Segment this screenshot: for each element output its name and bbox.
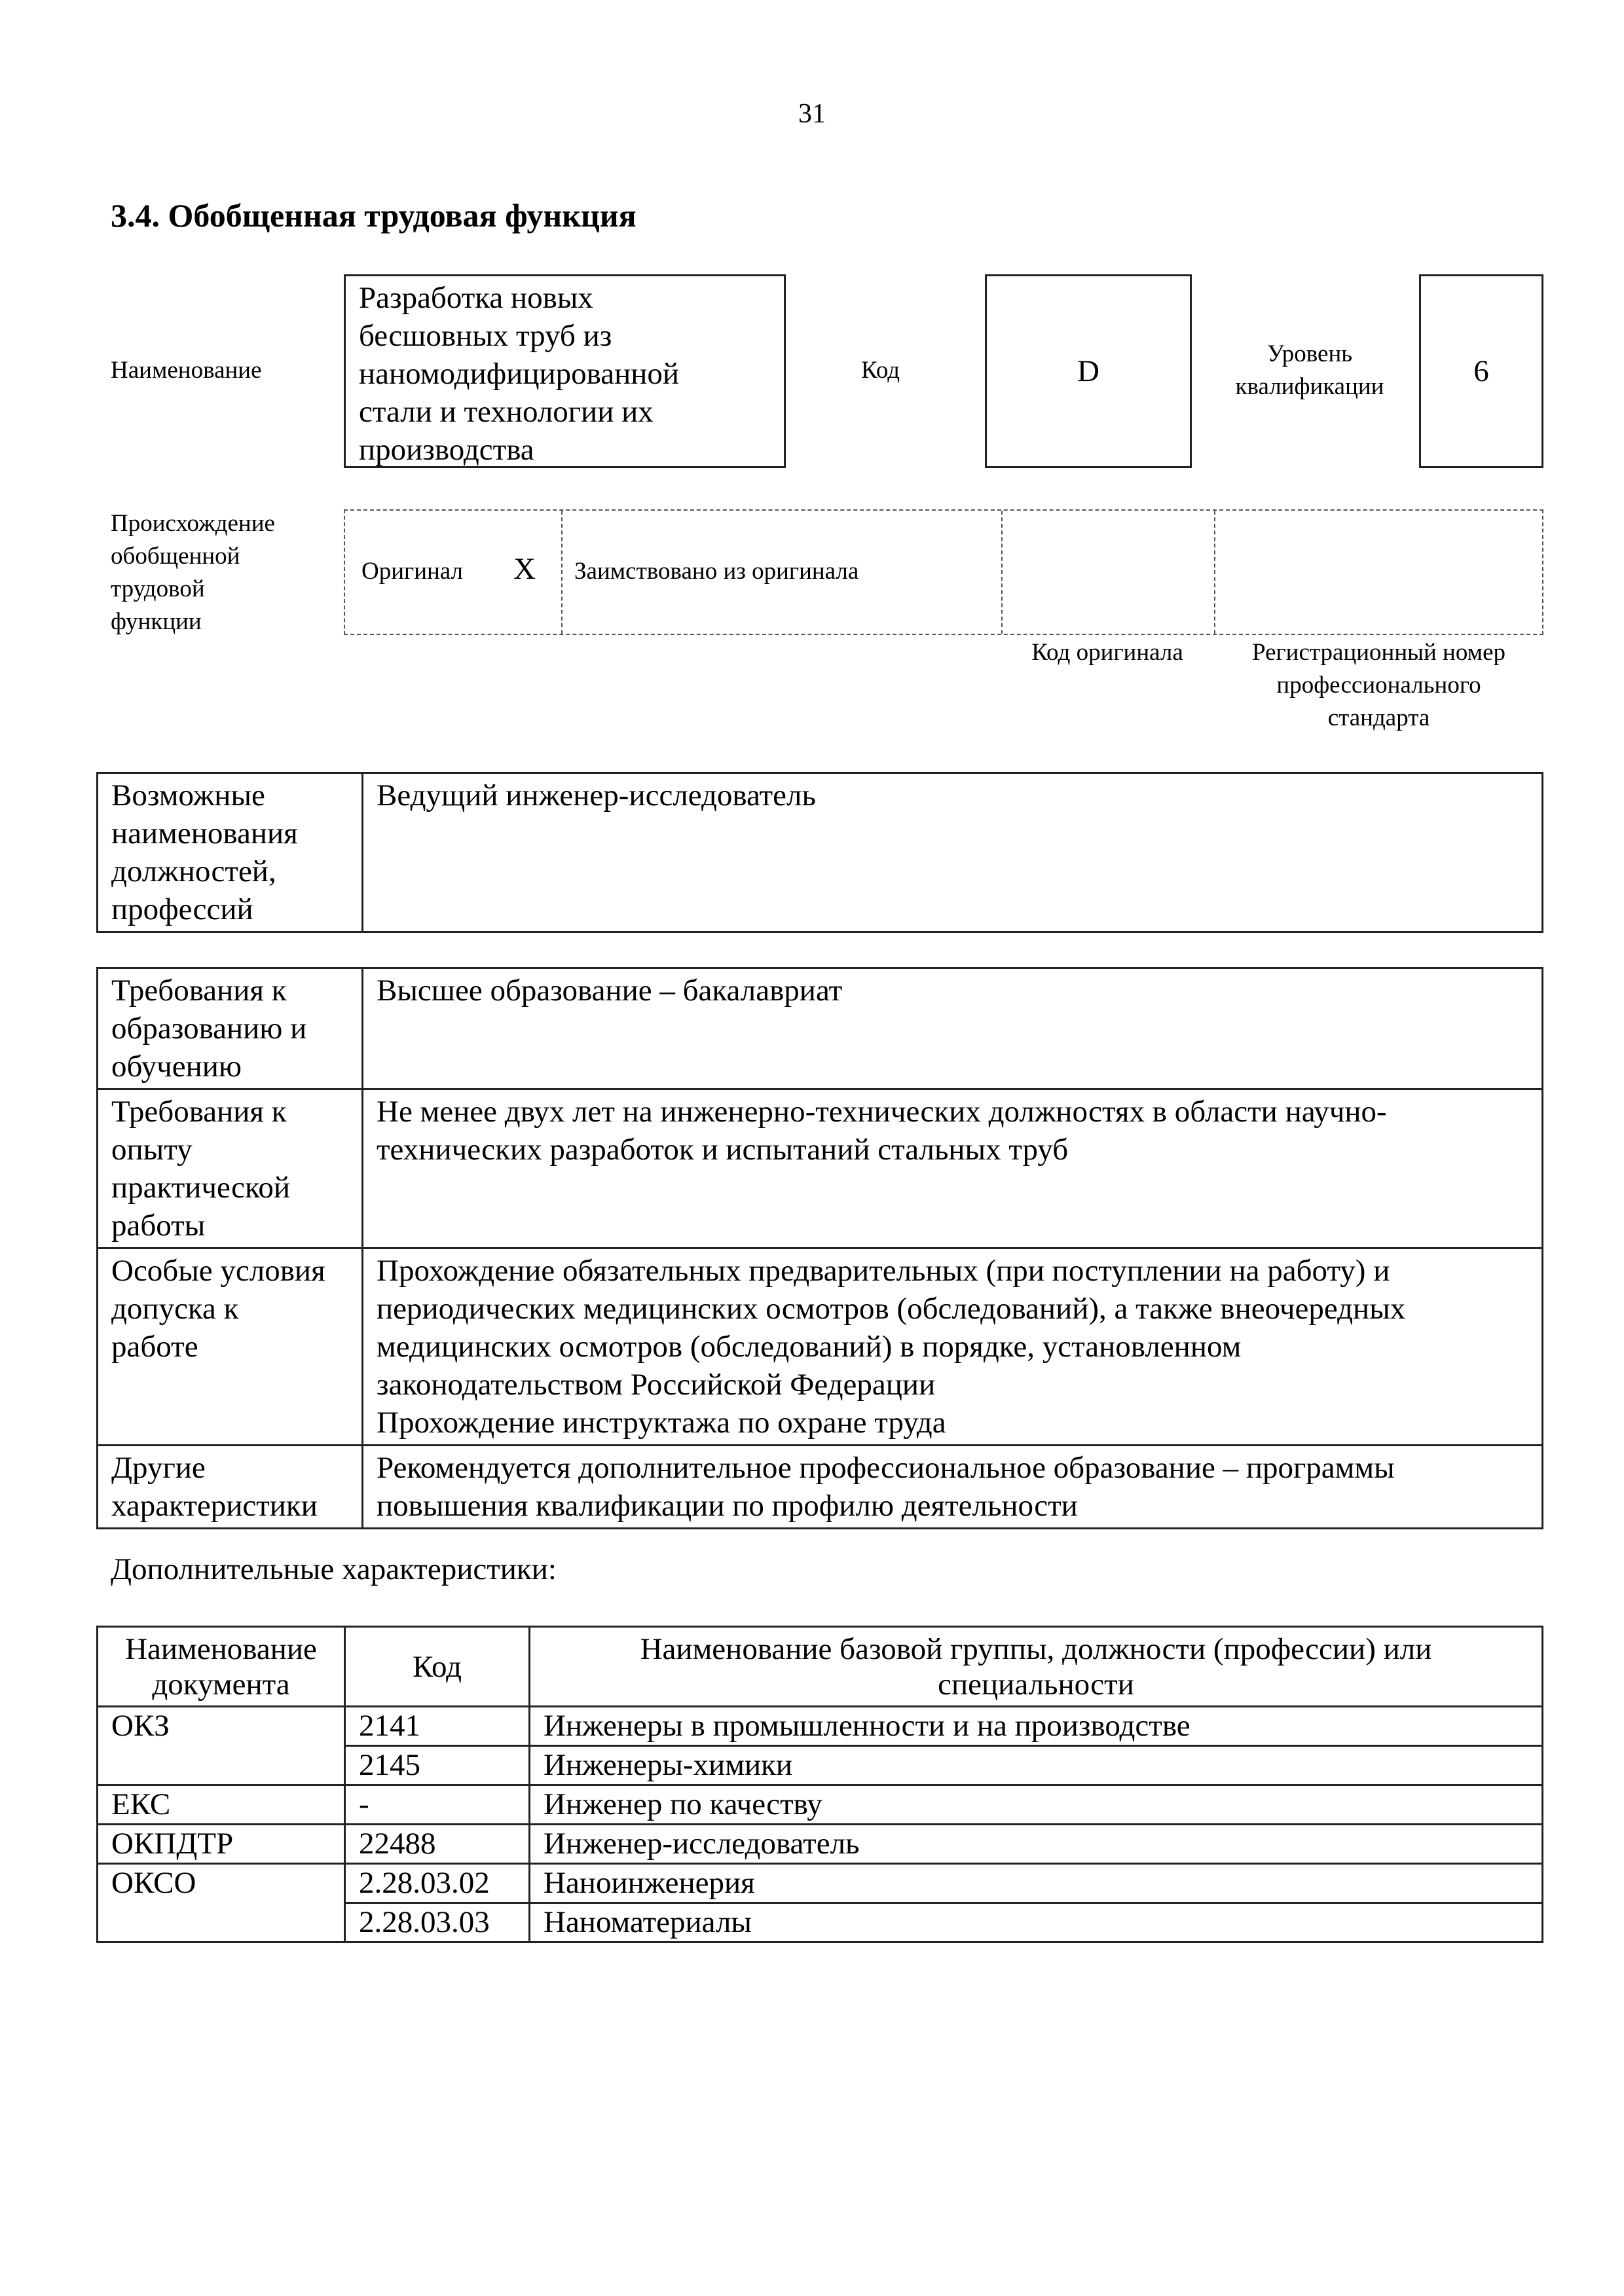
additional-table xyxy=(96,1626,1543,1943)
doc-cell: ОКПДТР xyxy=(98,1825,345,1864)
level-label-line: квалификации xyxy=(1235,373,1384,400)
value-line: технических разработок и испытаний стальных труб xyxy=(377,1133,1069,1167)
name-cell: Инженеры-химики xyxy=(530,1746,1543,1785)
name-line: наномодифицированной xyxy=(359,357,680,391)
reg-caption-line: Регистрационный номер xyxy=(1251,639,1505,666)
name-cell: Инженеры в промышленности и на производстве xyxy=(530,1707,1543,1746)
value-line: законодательством Российской Федерации xyxy=(377,1368,936,1402)
requirement-value xyxy=(363,1089,1543,1248)
table-row xyxy=(98,1707,1543,1746)
doc-cell: ОКЗ xyxy=(98,1707,345,1785)
additional-title: Дополнительные характеристики: xyxy=(111,1552,557,1586)
label-line: профессий xyxy=(111,892,253,926)
code-cell: 2.28.03.02 xyxy=(345,1864,530,1903)
label-line: Возможные xyxy=(111,778,265,812)
name-cell: Наноматериалы xyxy=(530,1903,1543,1942)
name-line: стали и технологии их xyxy=(359,395,654,429)
code-cell: 2141 xyxy=(345,1707,530,1746)
header-name xyxy=(530,1627,1543,1707)
origin-label xyxy=(111,507,275,638)
value-line: Прохождение обязательных предварительных (при поступлении на работу) и xyxy=(377,1254,1390,1288)
doc-cell: ЕКС xyxy=(98,1785,345,1825)
requirement-label xyxy=(98,968,363,1089)
label-line: наименования xyxy=(111,816,298,850)
header-line: специальности xyxy=(938,1667,1134,1702)
table-row xyxy=(98,1825,1543,1864)
page-number: 31 xyxy=(798,99,826,129)
origin-box xyxy=(344,509,1543,635)
requirement-value xyxy=(363,1248,1543,1446)
label-line: опыту xyxy=(111,1133,193,1167)
name-box xyxy=(344,274,786,468)
name-line: Разработка новых xyxy=(359,281,593,315)
header-line: Наименование базовой группы, должности (профессии) или xyxy=(640,1631,1432,1666)
label-line: допуска к xyxy=(111,1292,239,1326)
requirement-value xyxy=(363,968,1543,1089)
table-row xyxy=(98,1864,1543,1903)
borrowed-label: Заимствовано из оригинала xyxy=(574,558,859,585)
label-line: должностей, xyxy=(111,854,276,888)
origin-label-line: Происхождение xyxy=(111,510,275,537)
label-line: обучению xyxy=(111,1049,242,1084)
section-heading: 3.4. Обобщенная трудовая функция xyxy=(111,197,637,234)
original-label: Оригинал xyxy=(361,558,464,585)
original-mark: X xyxy=(513,552,536,586)
header-line: Наименование xyxy=(125,1631,317,1666)
value-line: Прохождение инструктажа по охране труда xyxy=(377,1406,946,1440)
label-line: работы xyxy=(111,1209,206,1243)
requirement-label xyxy=(98,1089,363,1248)
label-line: характеристики xyxy=(111,1489,318,1523)
code-value: D xyxy=(985,274,1192,468)
reg-caption-line: стандарта xyxy=(1327,704,1430,731)
name-cell: Инженер по качеству xyxy=(530,1785,1543,1825)
code-cell: 22488 xyxy=(345,1825,530,1864)
code-label: Код xyxy=(861,357,900,384)
value-line: Высшее образование – бакалавриат xyxy=(377,974,843,1008)
label-line: Требования к xyxy=(111,1095,287,1129)
table-row xyxy=(98,1089,1543,1248)
code-cell: 2.28.03.03 xyxy=(345,1903,530,1942)
positions-value: Ведущий инженер-исследователь xyxy=(363,773,1543,932)
reg-caption-line: профессионального xyxy=(1276,672,1481,699)
label-line: работе xyxy=(111,1330,198,1364)
name-cell: Наноинженерия xyxy=(530,1864,1543,1903)
header-document xyxy=(98,1627,345,1707)
value-line: медицинских осмотров (обследований) в порядке, установленном xyxy=(377,1330,1242,1364)
requirements-table xyxy=(96,967,1543,1529)
level-label-line: Уровень xyxy=(1266,340,1353,367)
label-line: Требования к xyxy=(111,974,287,1008)
level-label xyxy=(1211,338,1408,403)
name-label: Наименование xyxy=(111,357,262,384)
reg-number-caption xyxy=(1214,636,1543,735)
label-line: практической xyxy=(111,1171,291,1205)
requirement-label xyxy=(98,1248,363,1446)
table-header-row xyxy=(98,1627,1543,1707)
table-row xyxy=(98,968,1543,1089)
original-code-caption: Код оригинала xyxy=(1031,639,1183,666)
table-row xyxy=(98,1446,1543,1529)
table-row xyxy=(98,1248,1543,1446)
code-cell: 2145 xyxy=(345,1746,530,1785)
value-line: Рекомендуется дополнительное профессиональное образование – программы xyxy=(377,1451,1395,1485)
level-value: 6 xyxy=(1419,274,1543,468)
name-line: производства xyxy=(359,433,534,467)
name-line: бесшовных труб из xyxy=(359,319,612,353)
origin-label-line: функции xyxy=(111,608,202,635)
code-cell: - xyxy=(345,1785,530,1825)
header-line: документа xyxy=(152,1667,290,1702)
doc-cell: ОКСО xyxy=(98,1864,345,1942)
origin-label-line: трудовой xyxy=(111,575,205,602)
value-line: повышения квалификации по профилю деятельности xyxy=(377,1489,1078,1523)
value-line: периодических медицинских осмотров (обследований), а также внеочередных xyxy=(377,1292,1406,1326)
label-line: Другие xyxy=(111,1451,206,1485)
label-line: образованию и xyxy=(111,1011,307,1046)
positions-label xyxy=(98,773,363,932)
origin-label-line: обобщенной xyxy=(111,543,240,570)
positions-table xyxy=(96,772,1543,933)
value-line: Не менее двух лет на инженерно-технических должностях в области научно- xyxy=(377,1095,1387,1129)
name-cell: Инженер-исследователь xyxy=(530,1825,1543,1864)
table-row xyxy=(98,1785,1543,1825)
requirement-value xyxy=(363,1446,1543,1529)
label-line: Особые условия xyxy=(111,1254,325,1288)
header-code: Код xyxy=(345,1627,530,1707)
requirement-label xyxy=(98,1446,363,1529)
